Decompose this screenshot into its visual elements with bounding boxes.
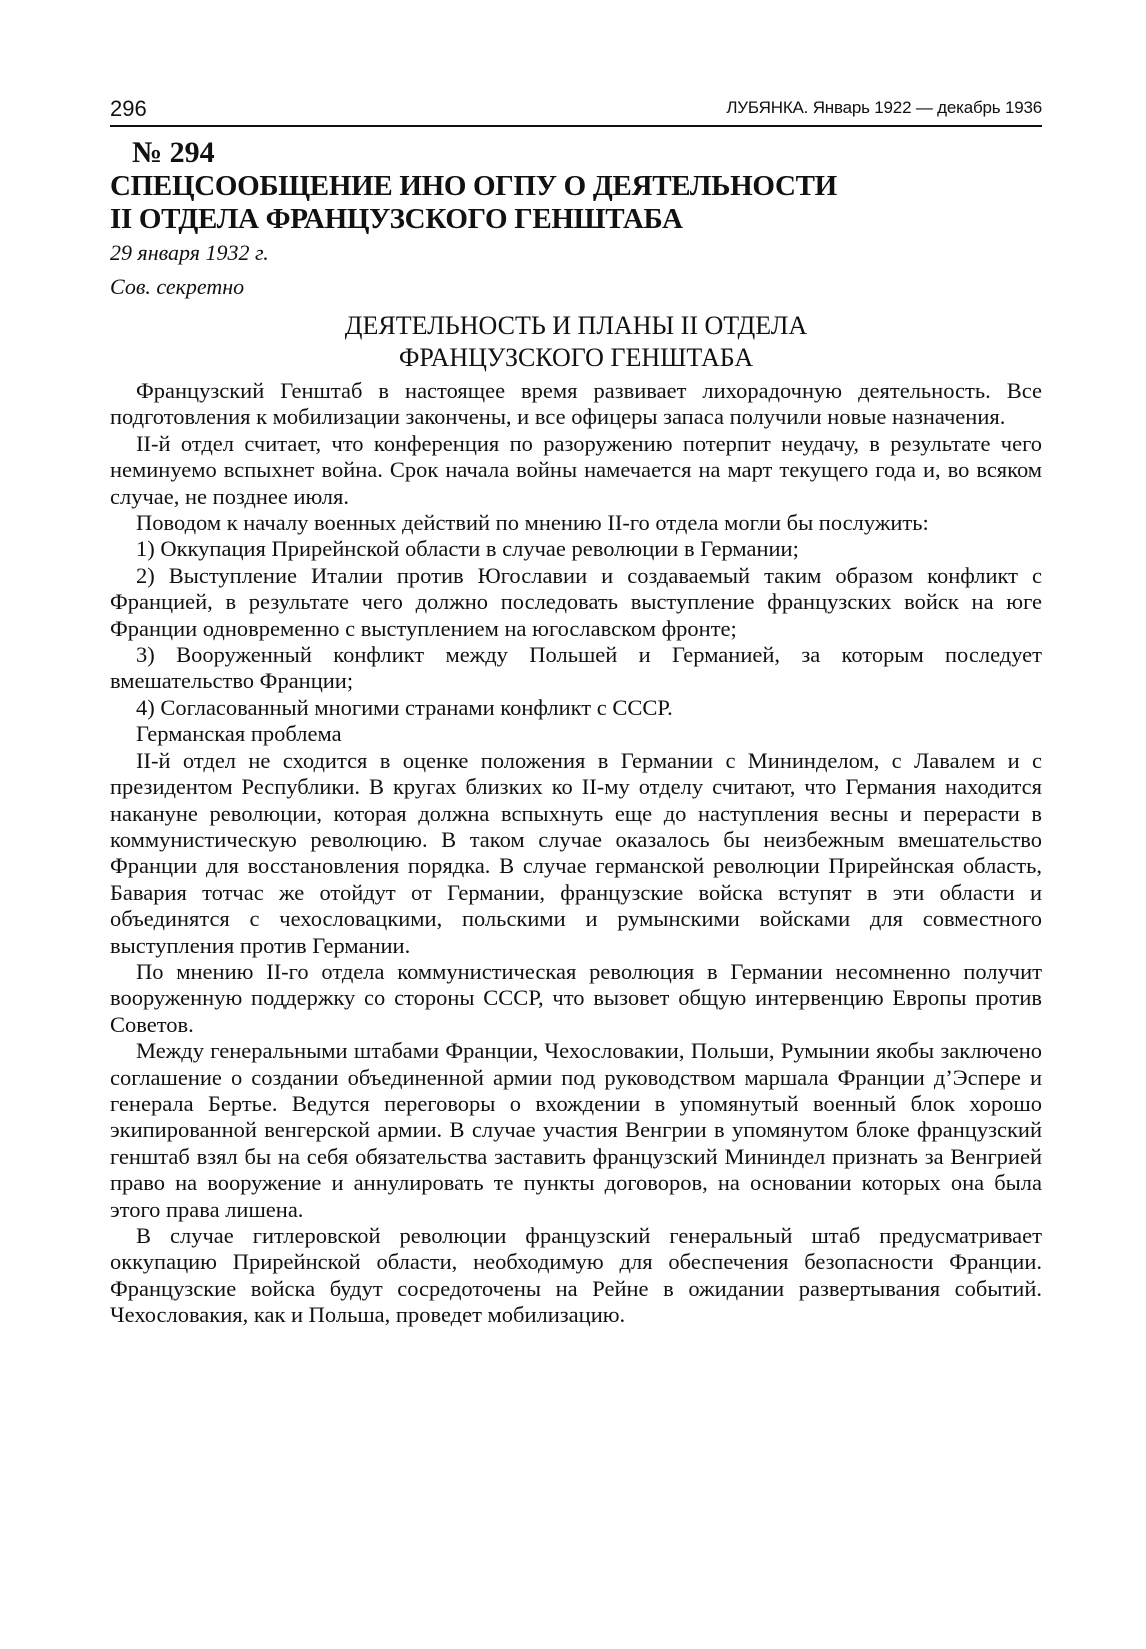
paragraph: В случае гитлеровской революции французский генеральный штаб предусматривает оккупацию Прирейнской области, необходимую для обеспечения безопасности Франции. Французские войска будут сосредоточены на Рейне в ожидании развертывания событий. Чехословакия, как и Польша, проведет мобилизацию.	[110, 1223, 1042, 1328]
list-item: 4) Согласованный многими странами конфликт с СССР.	[136, 694, 673, 720]
list-item: 3) Вооруженный конфликт между Польшей и Германией, за которым последует вмешательство Франции;	[110, 642, 1042, 694]
subtitle-line: ФРАНЦУЗСКОГО ГЕНШТАБА	[398, 343, 754, 372]
document-title	[110, 170, 837, 236]
document-date: 29 января 1932 г.	[110, 240, 269, 265]
page-number: 296	[110, 96, 147, 121]
paragraph: По мнению II-го отдела коммунистическая революция в Германии несомненно получит вооруженную поддержку со стороны СССР, что вызовет общую интервенцию Европы против Советов.	[110, 958, 1042, 1037]
paragraph: II-й отдел считает, что конференция по разоружению потерпит неудачу, в результате чего неминуемо вспыхнет война. Срок начала войны намечается на март текущего года и, во всяком случае, не позднее июля.	[110, 430, 1042, 509]
paragraph: II-й отдел не сходится в оценке положения в Германии с Мининделом, с Лавалем и с президентом Республики. В кругах близких ко II-му отделу считают, что Германия находится накануне революции, которая должна вспыхнуть еще до наступления весны и перерасти в коммунистическую революцию. В таком случае оказалось бы неизбежным вмешательство Франции для восстановления порядка. В случае германской революции Прирейнская область, Бавария тотчас же отойдут от Германии, французские войска вступят в эти области и объединятся с чехословацкими, польскими и румынскими войсками для совместного выступления против Германии.	[110, 747, 1042, 958]
header-rule	[110, 125, 1042, 127]
subtitle-line: ДЕЯТЕЛЬНОСТЬ И ПЛАНЫ II ОТДЕЛА	[344, 311, 808, 340]
running-head	[110, 96, 1042, 122]
list-item: 2) Выступление Италии против Югославии и создаваемый таким образом конфликт с Францией, в результате чего должно последовать выступление французских войск на юге Франции одновременно с выступлением на югославском фронте;	[110, 562, 1042, 641]
paragraph: Поводом к началу военных действий по мнению II-го отдела могли бы послужить:	[136, 510, 929, 536]
document-number: № 294	[132, 136, 215, 169]
secrecy-classification: Сов. секретно	[110, 274, 245, 299]
paragraph: Французский Генштаб в настоящее время развивает лихорадочную деятельность. Все подготовления к мобилизации закончены, и все офицеры запаса получили новые назначения.	[110, 378, 1042, 430]
document-body	[110, 378, 1042, 1329]
book-title: ЛУБЯНКА. Январь 1922 — декабрь 1936	[726, 98, 1042, 117]
section-heading: Германская проблема	[136, 721, 342, 747]
document-title-line: II ОТДЕЛА ФРАНЦУЗСКОГО ГЕНШТАБА	[110, 203, 683, 235]
document-title-line: СПЕЦСООБЩЕНИЕ ИНО ОГПУ О ДЕЯТЕЛЬНОСТИ	[110, 170, 837, 202]
list-item: 1) Оккупация Прирейнской области в случае революции в Германии;	[136, 536, 799, 562]
section-subtitle	[110, 310, 1042, 374]
paragraph: Между генеральными штабами Франции, Чехословакии, Польши, Румынии якобы заключено соглашение о создании объединенной армии под руководством маршала Франции д’Эспере и генерала Бертье. Ведутся переговоры о вхождении в упомянутый военный блок хорошо экипированной венгерской армии. В случае участия Венгрии в упомянутом блоке французский генштаб взял бы на себя обязательства заставить французский Мининдел признать за Венгрией право на вооружение и аннулировать те пункты договоров, на основании которых она была этого права лишена.	[110, 1038, 1042, 1222]
